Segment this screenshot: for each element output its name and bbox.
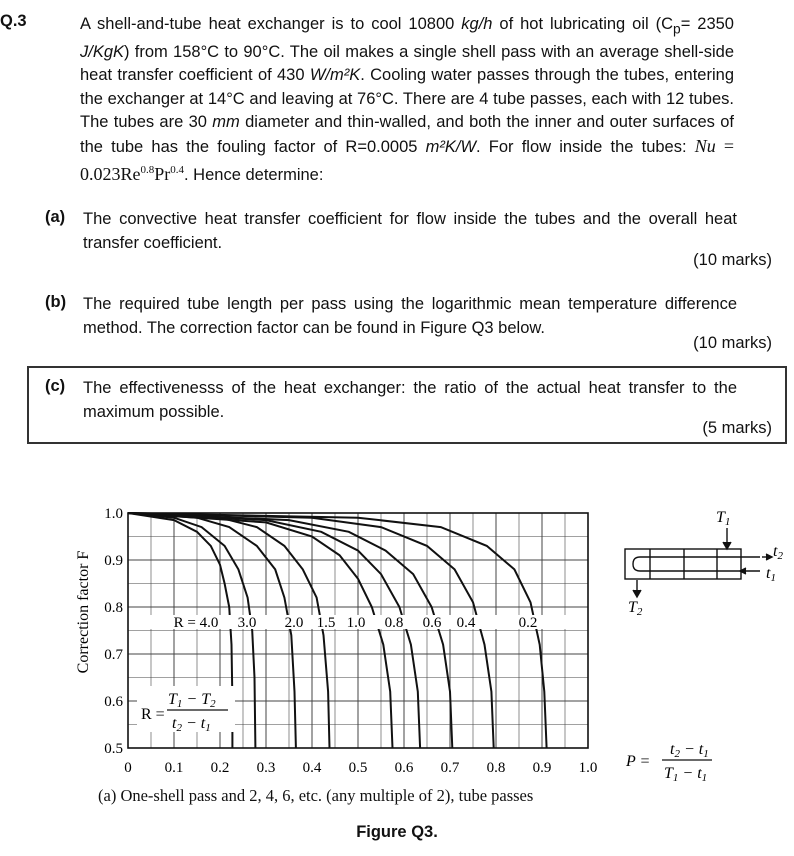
r-label-4.0: R = 4.0 (173, 615, 219, 631)
part-b-label: (b) (45, 293, 67, 311)
part-a-marks: (10 marks) (693, 251, 772, 269)
figure-caption: Figure Q3. (356, 823, 438, 841)
r-label-0.4: 0.4 (456, 615, 476, 631)
r-formula-denominator: t2 − t1 (172, 715, 211, 734)
y-tick-label: 0.8 (104, 600, 123, 616)
schematic-T1-label: T1 (716, 509, 731, 528)
schematic-t1-label: t1 (766, 565, 776, 584)
schematic-t2-label: t2 (773, 543, 783, 562)
part-b-text: The required tube length per pass using the logarithmic mean temperature difference method. The correction factor can be found in Figure Q3 below. (83, 295, 737, 337)
schematic-tube-out-arrow (766, 554, 772, 560)
schematic-shell (625, 549, 741, 579)
chart-x-ticks (124, 760, 597, 776)
x-tick-label: 0.3 (256, 760, 276, 776)
y-tick-label: 0.6 (104, 694, 123, 710)
intro-unit-4: mm (212, 113, 240, 132)
part-c-marks: (5 marks) (702, 419, 772, 437)
intro-text-4: ) from 158°C to 90°C. The oil makes a single shell pass with an average shell-side heat transfer coefficient of 430 (80, 42, 734, 85)
r-formula-r: R = (141, 706, 165, 723)
question-intro (80, 13, 734, 188)
y-tick-label: 1.0 (104, 506, 123, 522)
x-tick-label: 0.2 (210, 760, 230, 776)
r-label-0.8: 0.8 (384, 615, 404, 631)
y-tick-label: 0.9 (104, 553, 123, 569)
part-c-text: The effectivenesss of the heat exchanger: the ratio of the actual heat transfer to the maximum possible. (83, 379, 737, 421)
schematic-shell-inlet-arrow (723, 542, 731, 549)
question-number: Q.3 (0, 12, 27, 30)
intro-unit-3: W/m²K (309, 66, 361, 85)
intro-text-8: . Hence determine: (184, 166, 324, 185)
intro-text-1: A shell-and-tube heat exchanger is to cool 10800 (80, 15, 462, 33)
x-tick-label: 0 (124, 760, 132, 776)
intro-text-2: of hot lubricating oil (C (492, 15, 674, 33)
part-c-label: (c) (45, 377, 66, 395)
intro-text-5: . Cooling water passes through the tubes, entering the exchanger at 14°C and leaving at 76°C. There are 4 tube passes, each with 12 tubes. The tubes are 30 (80, 66, 734, 132)
r-label-1.5: 1.5 (316, 615, 336, 631)
x-tick-label: 0.9 (532, 760, 552, 776)
intro-unit-5: m²K/W (425, 137, 477, 156)
cp-subscript: p (673, 21, 681, 37)
intro-unit-2: J/KgK (80, 42, 125, 61)
schematic-T2-label: T2 (628, 599, 643, 618)
intro-text-7: . For flow inside the tubes: (476, 137, 695, 156)
schematic-shell-outlet-arrow (633, 590, 641, 597)
intro-text-3: = 2350 (680, 15, 734, 33)
r-label-0.2: 0.2 (518, 615, 538, 631)
part-a-text: The convective heat transfer coefficient for flow inside the tubes and the overall heat transfer coefficient. (83, 210, 737, 252)
part-a-label: (a) (45, 208, 66, 226)
p-formula (625, 741, 712, 784)
p-formula-numerator: t2 − t1 (670, 741, 709, 760)
y-axis-label: Correction factor F (75, 550, 92, 674)
x-tick-label: 0.6 (394, 760, 414, 776)
x-tick-label: 0.4 (302, 760, 322, 776)
x-tick-label: 0.1 (164, 760, 184, 776)
chart-y-ticks (104, 506, 123, 757)
y-tick-label: 0.5 (104, 741, 123, 757)
exchanger-schematic (625, 528, 772, 597)
intro-text-6: diameter and thin-walled, and both the inner and outer surfaces of the tube has the fouling factor of R=0.0005 (80, 113, 734, 156)
part-b-marks: (10 marks) (693, 334, 772, 352)
x-tick-label: 0.7 (440, 760, 460, 776)
r-formula-numerator: T1 − T2 (168, 691, 216, 710)
figure-subcaption: (a) One-shell pass and 2, 4, 6, etc. (any multiple of 2), tube passes (98, 786, 534, 805)
r-label-0.6: 0.6 (422, 615, 442, 631)
r-label-3.0: 3.0 (237, 615, 257, 631)
intro-unit-1: kg/h (461, 15, 493, 33)
x-tick-label: 0.5 (348, 760, 368, 776)
r-label-2.0: 2.0 (284, 615, 304, 631)
correction-factor-chart (0, 490, 794, 790)
p-formula-p: P = (626, 753, 651, 770)
nusselt-formula: $Nu = 0.023Re^{0.8}Pr^{0.4}$ (80, 135, 734, 185)
p-formula-denominator: T1 − t1 (664, 765, 708, 784)
x-tick-label: 0.8 (486, 760, 506, 776)
y-tick-label: 0.7 (104, 647, 123, 663)
r-label-1.0: 1.0 (346, 615, 366, 631)
x-tick-label: 1.0 (578, 760, 598, 776)
